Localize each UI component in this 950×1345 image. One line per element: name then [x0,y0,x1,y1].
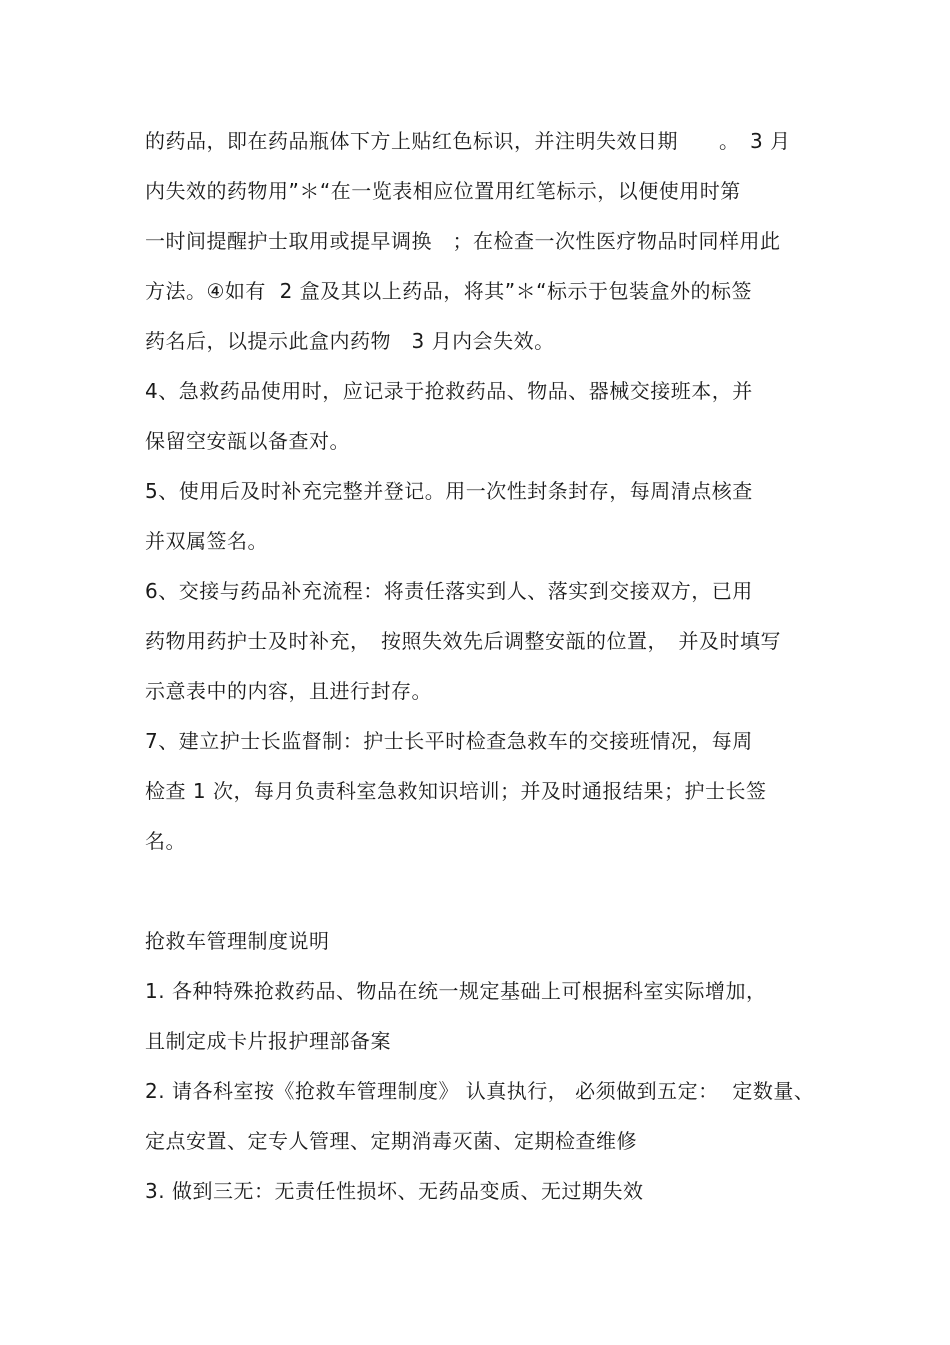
list-item-line: 7、建立护士长监督制：护士长平时检查急救车的交接班情况，每周 [145,729,753,753]
paragraph-line: 方法。④如有 2 盒及其以上药品，将其”＊“标示于包装盒外的标签 [145,279,752,303]
list-item-line: 并双属签名。 [145,529,268,553]
list-item-line: 药物用药护士及时补充， 按照失效先后调整安瓿的位置， 并及时填写 [145,629,781,653]
list-item-line: 5、使用后及时补充完整并登记。用一次性封条封存，每周清点核查 [145,479,753,503]
list-item-line: 名。 [145,829,186,853]
paragraph-line: 药名后，以提示此盒内药物 3 月内会失效。 [145,329,555,353]
note-line: 且制定成卡片报护理部备案 [145,1029,391,1053]
list-item-line: 检查 1 次，每月负责科室急救知识培训；并及时通报结果；护士长签 [145,779,767,803]
note-line: 1. 各种特殊抢救药品、物品在统一规定基础上可根据科室实际增加， [145,979,767,1003]
paragraph-line: 的药品，即在药品瓶体下方上贴红色标识，并注明失效日期 。 3 月 [145,129,791,153]
list-item-line: 4、急救药品使用时，应记录于抢救药品、物品、器械交接班本，并 [145,379,753,403]
list-item-line: 示意表中的内容，且进行封存。 [145,679,432,703]
section-title: 抢救车管理制度说明 [145,929,330,953]
note-line: 3. 做到三无：无责任性损坏、无药品变质、无过期失效 [145,1179,644,1203]
note-line: 定点安置、定专人管理、定期消毒灭菌、定期检查维修 [145,1129,637,1153]
list-item-line: 6、交接与药品补充流程：将责任落实到人、落实到交接双方，已用 [145,579,753,603]
note-line: 2. 请各科室按《抢救车管理制度》 认真执行， 必须做到五定： 定数量、 [145,1079,815,1103]
paragraph-line: 内失效的药物用”＊“在一览表相应位置用红笔标示，以便使用时第 [145,179,741,203]
list-item-line: 保留空安瓿以备查对。 [145,429,350,453]
paragraph-line: 一时间提醒护士取用或提早调换 ；在检查一次性医疗物品时同样用此 [145,229,781,253]
